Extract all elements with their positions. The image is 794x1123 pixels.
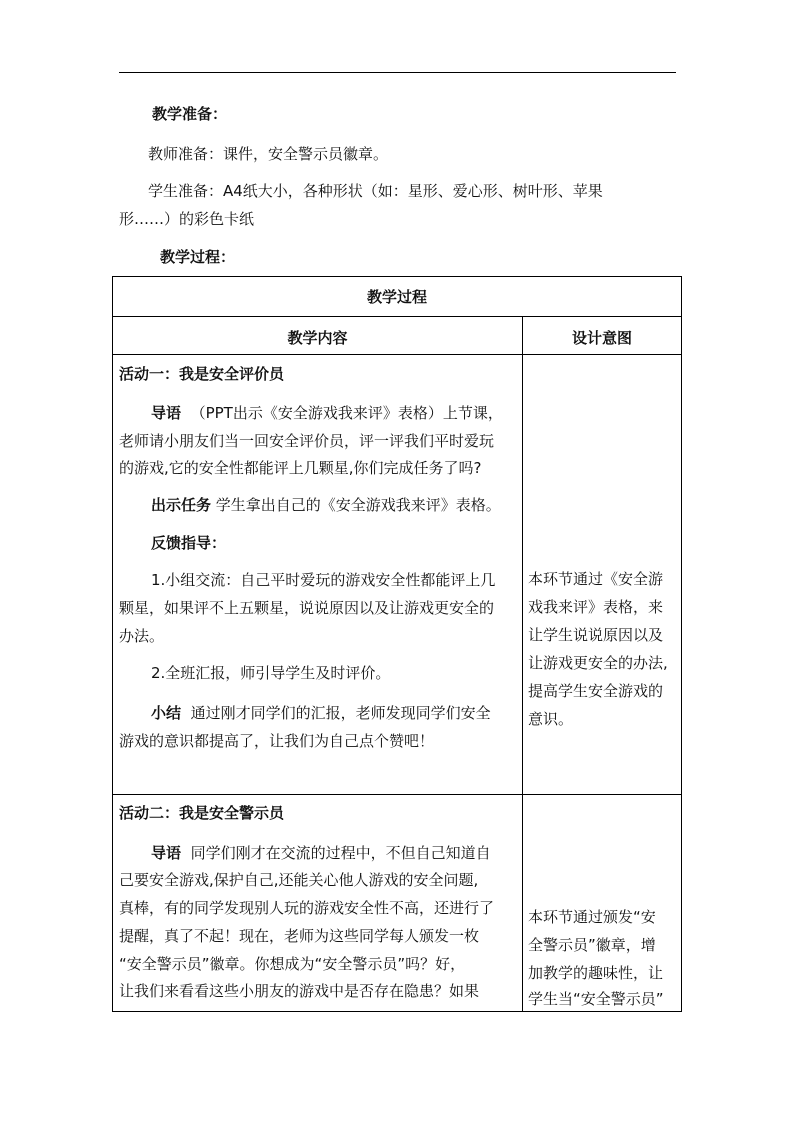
intent2-line4: 学生当“安全警示员”	[528, 990, 664, 1008]
column-divider	[522, 316, 523, 1011]
feedback1-line3: 办法。	[119, 627, 165, 645]
table-title: 教学过程	[366, 288, 427, 306]
activity2-line2: 己要安全游戏,保护自己,还能关心他人游戏的安全问题,	[119, 871, 479, 889]
activity1-intro-line2: 老师请小朋友们当一回安全评价员，评一评我们平时爱玩	[119, 432, 495, 450]
column-header-content: 教学内容	[287, 329, 348, 347]
activity1-task	[151, 495, 501, 515]
activity2-line5: “安全警示员”徽章。你想成为“安全警示员”吗？好，	[119, 955, 466, 973]
intro-text: （PPT出示《安全游戏我来评》表格）上节课，	[190, 404, 503, 422]
intent1-line1: 本环节通过《安全游	[528, 570, 664, 588]
summary-text: 通过刚才同学们的汇报，老师发现同学们安全	[190, 704, 491, 722]
activity1-title: 活动一：我是安全评价员	[119, 365, 285, 383]
intent2-line1: 本环节通过颁发“安	[528, 908, 656, 926]
student-prep-line1: 学生准备：A4纸大小，各种形状（如：星形、爱心形、树叶形、苹果	[148, 182, 603, 200]
intent1-line6: 意识。	[528, 710, 574, 728]
table-rule	[113, 794, 681, 795]
intro-label: 导语	[151, 844, 182, 862]
teacher-prep: 教师准备：课件，安全警示员徽章。	[148, 145, 389, 163]
task-text: 学生拿出自己的《安全游戏我来评》表格。	[215, 496, 501, 514]
lesson-table	[112, 276, 682, 1012]
intent1-line4: 让游戏更安全的办法,	[528, 654, 668, 672]
summary-line2: 游戏的意识都提高了，让我们为自己点个赞吧！	[119, 732, 435, 750]
activity2-title: 活动二：我是安全警示员	[119, 804, 285, 822]
column-header-intent: 设计意图	[571, 329, 632, 347]
summary-label: 小结	[151, 704, 182, 722]
prep-heading: 教学准备：	[152, 105, 228, 123]
feedback1-line1: 1.小组交流：自己平时爱玩的游戏安全性都能评上几	[151, 571, 496, 589]
intro-label: 导语	[151, 404, 182, 422]
intent2-line2: 全警示员”徽章，增	[528, 936, 656, 954]
student-prep-line2: 形……）的彩色卡纸	[119, 210, 255, 228]
feedback-label: 反馈指导：	[151, 534, 227, 552]
process-heading: 教学过程：	[160, 248, 236, 266]
intent1-line3: 让学生说说原因以及	[528, 626, 664, 644]
activity2-line1	[151, 843, 491, 863]
activity1-intro-line3: 的游戏,它的安全性都能评上几颗星,你们完成任务了吗?	[119, 459, 482, 477]
activity2-line6: 让我们来看看这些小朋友的游戏中是否存在隐患？如果	[119, 982, 480, 1000]
intent1-line2: 戏我来评》表格，来	[528, 598, 664, 616]
task-label: 出示任务	[151, 496, 212, 514]
activity1-intro-line1	[151, 403, 503, 423]
activity2-line4: 提醒，真了不起！现在，老师为这些同学每人颁发一枚	[119, 927, 480, 945]
table-rule	[113, 354, 681, 355]
feedback1-line2: 颗星，如果评不上五颗星，说说原因以及让游戏更安全的	[119, 599, 495, 617]
header-rule	[119, 72, 676, 73]
table-rule	[113, 316, 681, 317]
feedback2: 2.全班汇报，师引导学生及时评价。	[151, 664, 391, 682]
summary-line1	[151, 703, 491, 723]
intro-text: 同学们刚才在交流的过程中，不但自己知道自	[190, 844, 491, 862]
activity2-line3: 真棒，有的同学发现别人玩的游戏安全性不高，还进行了	[119, 899, 495, 917]
intent2-line3: 加教学的趣味性，让	[528, 964, 664, 982]
intent1-line5: 提高学生安全游戏的	[528, 682, 664, 700]
